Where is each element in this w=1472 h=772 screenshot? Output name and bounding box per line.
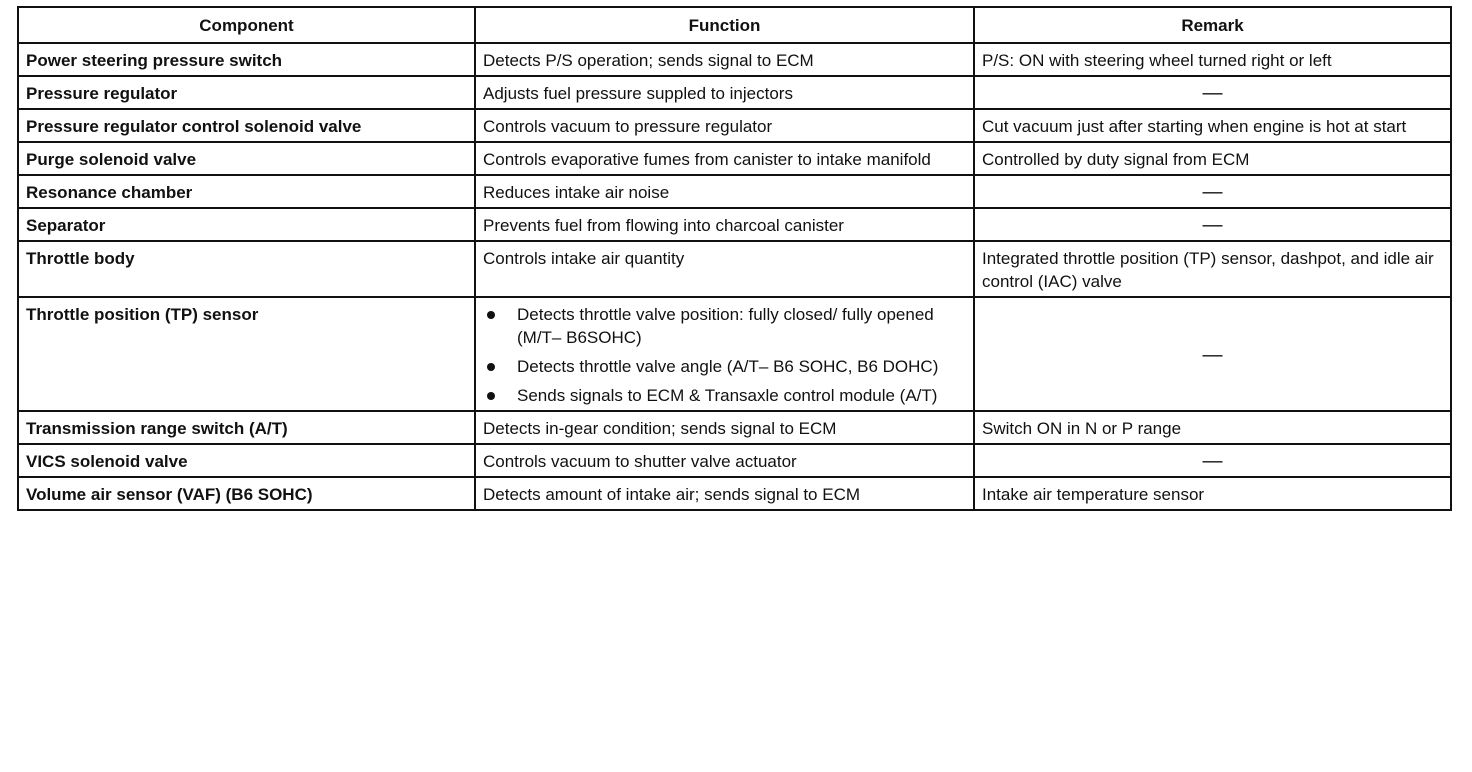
component-cell: Throttle position (TP) sensor xyxy=(18,297,475,411)
table-row xyxy=(18,477,1451,510)
table-row xyxy=(18,175,1451,208)
remark-cell: Integrated throttle position (TP) sensor, dashpot, and idle air control (IAC) valve xyxy=(974,241,1451,297)
table-row xyxy=(18,142,1451,175)
table-row xyxy=(18,76,1451,109)
remark-cell: — xyxy=(974,208,1451,241)
list-item xyxy=(483,355,966,378)
function-cell xyxy=(475,297,974,411)
table-row xyxy=(18,43,1451,76)
table-row xyxy=(18,297,1451,411)
remark-cell: Intake air temperature sensor xyxy=(974,477,1451,510)
component-cell: Separator xyxy=(18,208,475,241)
bullet-icon xyxy=(487,363,495,371)
function-cell: Reduces intake air noise xyxy=(475,175,974,208)
function-cell: Detects in-gear condition; sends signal to ECM xyxy=(475,411,974,444)
header-function: Function xyxy=(475,7,974,43)
header-component: Component xyxy=(18,7,475,43)
function-cell: Controls evaporative fumes from canister to intake manifold xyxy=(475,142,974,175)
remark-cell: Controlled by duty signal from ECM xyxy=(974,142,1451,175)
table-row xyxy=(18,241,1451,297)
component-cell: Volume air sensor (VAF) (B6 SOHC) xyxy=(18,477,475,510)
component-function-table xyxy=(17,6,1452,511)
bullet-icon xyxy=(487,392,495,400)
component-cell: VICS solenoid valve xyxy=(18,444,475,477)
function-cell: Detects P/S operation; sends signal to ECM xyxy=(475,43,974,76)
table-row xyxy=(18,208,1451,241)
table-row xyxy=(18,109,1451,142)
remark-cell: P/S: ON with steering wheel turned right or left xyxy=(974,43,1451,76)
component-cell: Purge solenoid valve xyxy=(18,142,475,175)
function-cell: Controls vacuum to pressure regulator xyxy=(475,109,974,142)
list-item xyxy=(483,303,966,349)
remark-cell: — xyxy=(974,76,1451,109)
table-row xyxy=(18,444,1451,477)
remark-cell: — xyxy=(974,175,1451,208)
bullet-text: Detects throttle valve position: fully closed/ fully opened (M/T– B6SOHC) xyxy=(517,305,934,347)
function-cell: Controls vacuum to shutter valve actuator xyxy=(475,444,974,477)
function-cell: Prevents fuel from flowing into charcoal canister xyxy=(475,208,974,241)
table-row xyxy=(18,411,1451,444)
component-cell: Power steering pressure switch xyxy=(18,43,475,76)
function-cell: Adjusts fuel pressure suppled to injectors xyxy=(475,76,974,109)
component-cell: Pressure regulator xyxy=(18,76,475,109)
function-cell: Detects amount of intake air; sends signal to ECM xyxy=(475,477,974,510)
component-cell: Transmission range switch (A/T) xyxy=(18,411,475,444)
bullet-icon xyxy=(487,311,495,319)
remark-cell: Cut vacuum just after starting when engine is hot at start xyxy=(974,109,1451,142)
component-cell: Pressure regulator control solenoid valve xyxy=(18,109,475,142)
header-remark: Remark xyxy=(974,7,1451,43)
function-bullet-list xyxy=(483,303,966,407)
remark-cell: Switch ON in N or P range xyxy=(974,411,1451,444)
bullet-text: Sends signals to ECM & Transaxle control module (A/T) xyxy=(517,386,938,405)
table-header-row xyxy=(18,7,1451,43)
component-cell: Throttle body xyxy=(18,241,475,297)
component-table-wrapper xyxy=(17,6,1452,511)
function-cell: Controls intake air quantity xyxy=(475,241,974,297)
bullet-text: Detects throttle valve angle (A/T– B6 SOHC, B6 DOHC) xyxy=(517,357,939,376)
remark-cell: — xyxy=(974,297,1451,411)
list-item xyxy=(483,384,966,407)
remark-cell: — xyxy=(974,444,1451,477)
component-cell: Resonance chamber xyxy=(18,175,475,208)
